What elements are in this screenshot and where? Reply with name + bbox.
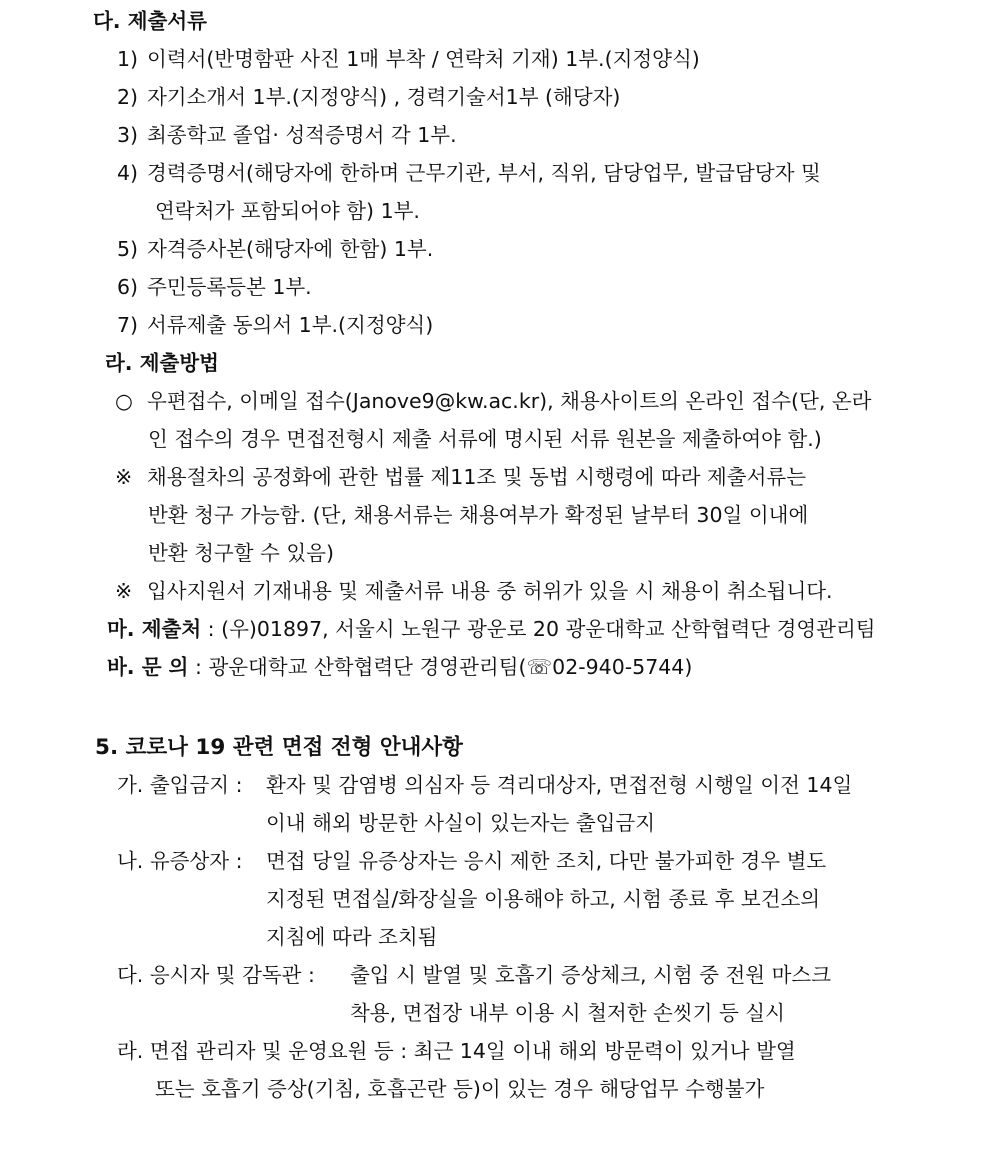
section-heading-5: 5. 코로나 19 관련 면접 전형 안내사항 (95, 735, 463, 760)
item-text: 최종학교 졸업· 성적증명서 각 1부. (147, 123, 457, 147)
item-number: 2) (117, 85, 139, 109)
na-label: 나. 유증상자 : (117, 849, 243, 873)
ra-text: 라. 면접 관리자 및 운영요원 등 : 최근 14일 이내 해외 방문력이 있거나 발열 (117, 1039, 796, 1063)
na-text: 면접 당일 유증상자는 응시 제한 조치, 다만 불가피한 경우 별도 (266, 849, 827, 873)
inquiry-label: 바. 문 의 (107, 655, 189, 679)
item-number: 5) (117, 237, 139, 261)
item-text: 주민등록등본 1부. (147, 275, 312, 299)
note-text: 채용절차의 공정화에 관한 법률 제11조 및 동법 시행령에 따라 제출서류는 (147, 465, 807, 489)
method-continuation: 인 접수의 경우 면접전형시 제출 서류에 명시된 서류 원본을 제출하여야 함.) (148, 427, 822, 451)
item-number: 7) (117, 313, 139, 337)
note-mark: ※ (115, 465, 133, 489)
note-text: 입사지원서 기재내용 및 제출서류 내용 중 허위가 있을 시 채용이 취소됩니다. (147, 579, 833, 603)
item-number: 6) (117, 275, 139, 299)
ga-label: 가. 출입금지 : (117, 773, 243, 797)
colon: : (201, 617, 222, 641)
item-number: 3) (117, 123, 139, 147)
da-continuation: 착용, 면접장 내부 이용 시 철저한 손씻기 등 실시 (350, 1001, 785, 1025)
circle-bullet: ○ (115, 389, 133, 413)
ga-text: 환자 및 감염병 의심자 등 격리대상자, 면접전형 시행일 이전 14일 (266, 773, 853, 797)
submission-address (107, 619, 876, 640)
item-number: 1) (117, 47, 139, 71)
note-line (115, 581, 833, 602)
section-heading-ra: 라. 제출방법 (105, 351, 219, 375)
inquiry (107, 657, 692, 678)
list-item (117, 49, 700, 70)
item-text: 서류제출 동의서 1부.(지정양식) (147, 313, 434, 337)
inquiry-text: 광운대학교 산학협력단 경영관리팀(☏02-940-5744) (208, 655, 693, 679)
note-continuation: 반환 청구 가능함. (단, 채용서류는 채용여부가 확정된 날부터 30일 이내에 (148, 503, 809, 527)
list-item (117, 163, 821, 184)
section-heading-da: 다. 제출서류 (93, 9, 207, 33)
item-number: 4) (117, 161, 139, 185)
na-continuation: 지침에 따라 조치됨 (266, 925, 438, 949)
address-label: 마. 제출처 (107, 617, 202, 641)
address-text: (우)01897, 서울시 노원구 광운로 20 광운대학교 산학협력단 경영관리팀 (221, 617, 876, 641)
method-line (115, 391, 871, 412)
colon: : (188, 655, 209, 679)
note-line (115, 467, 806, 488)
ga-continuation: 이내 해외 방문한 사실이 있는자는 출입금지 (266, 811, 656, 835)
note-continuation: 반환 청구할 수 있음) (148, 541, 334, 565)
note-mark: ※ (115, 579, 133, 603)
list-item (117, 315, 433, 336)
da-text: 출입 시 발열 및 호흡기 증상체크, 시험 중 전원 마스크 (350, 963, 832, 987)
item-text: 자기소개서 1부.(지정양식) , 경력기술서1부 (해당자) (147, 85, 621, 109)
list-item (117, 277, 312, 298)
item-text: 경력증명서(해당자에 한하며 근무기관, 부서, 직위, 담당업무, 발급담당자 및 (147, 161, 821, 185)
method-text: 우편접수, 이메일 접수(Janove9@kw.ac.kr), 채용사이트의 온라인 접수(단, 온라 (147, 389, 872, 413)
item-text: 자격증사본(해당자에 한함) 1부. (147, 237, 434, 261)
na-continuation: 지정된 면접실/화장실을 이용해야 하고, 시험 종료 후 보건소의 (266, 887, 821, 911)
ra-continuation: 또는 호흡기 증상(기침, 호흡곤란 등)이 있는 경우 해당업무 수행불가 (155, 1077, 765, 1101)
list-item (117, 239, 433, 260)
list-item (117, 125, 457, 146)
item-text: 이력서(반명함판 사진 1매 부착 / 연락처 기재) 1부.(지정양식) (147, 47, 700, 71)
item-continuation: 연락처가 포함되어야 함) 1부. (155, 199, 420, 223)
list-item (117, 87, 620, 108)
da-label: 다. 응시자 및 감독관 : (117, 963, 315, 987)
